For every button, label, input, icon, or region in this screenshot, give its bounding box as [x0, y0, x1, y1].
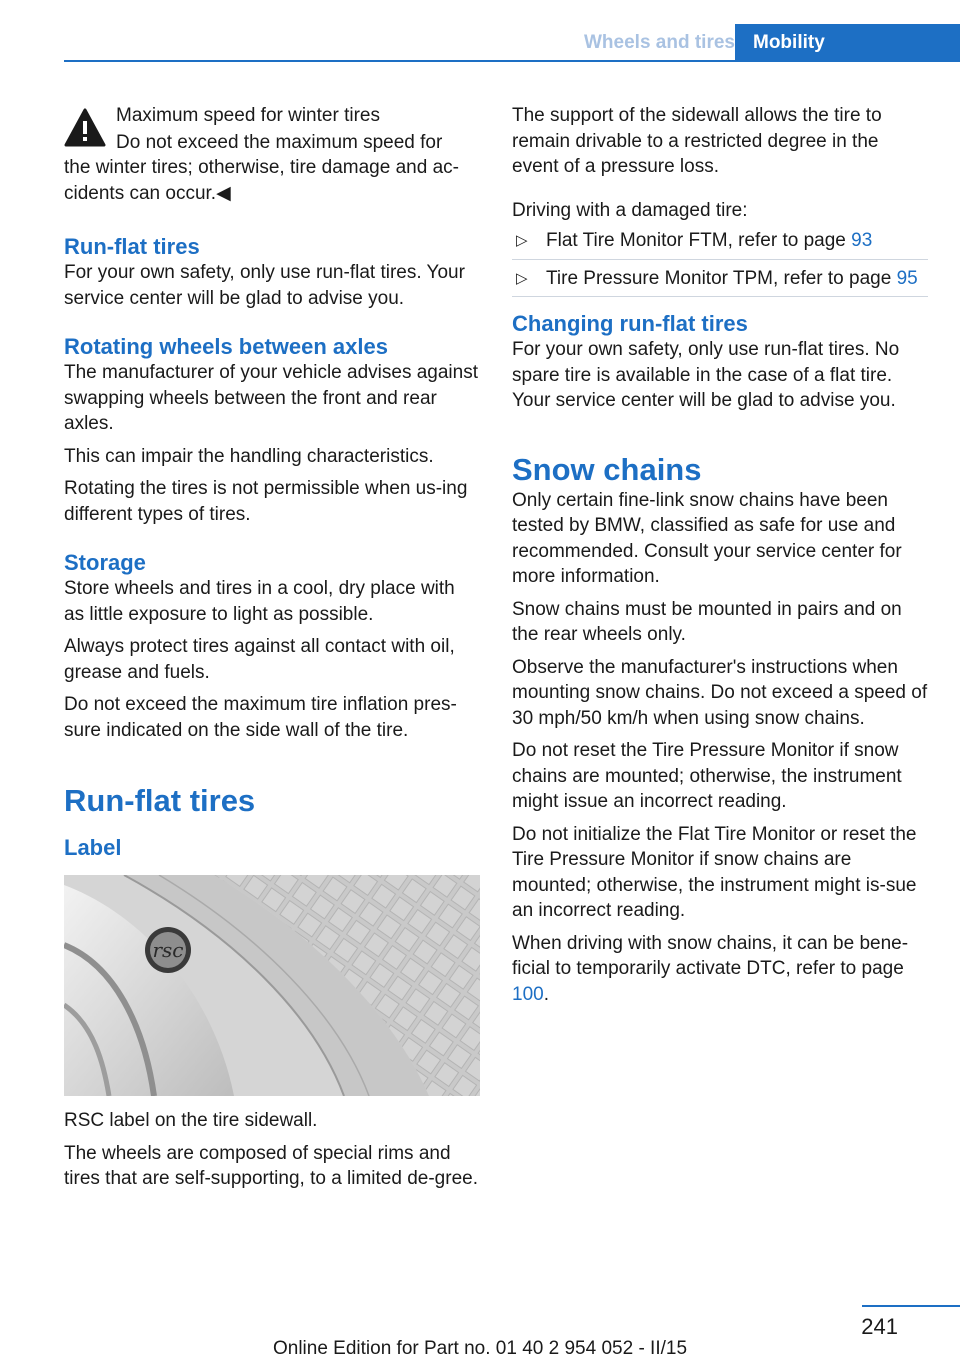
page-number-rule: [862, 1305, 960, 1307]
paragraph: The manufacturer of your vehicle advises against swapping wheels between the front and rear axles.: [64, 362, 478, 434]
header-section-title: Wheels and tires: [584, 32, 735, 53]
paragraph: Do not exceed the maximum tire inflation pres-sure indicated on the side wall of the tire.: [64, 694, 457, 741]
heading-storage: Storage: [64, 550, 146, 575]
heading-rotating-wheels: Rotating wheels between axles: [64, 334, 388, 359]
list-item: [512, 228, 928, 260]
warning-title: Maximum speed for winter tires: [116, 105, 380, 126]
paragraph: Only certain fine-link snow chains have been tested by BMW, classified as safe for use and recommended. Consult your service center for more information.: [512, 489, 902, 587]
right-column: [512, 103, 928, 1014]
page-link[interactable]: 93: [851, 230, 873, 251]
list-item: [512, 266, 928, 298]
section-heading-run-flat-tires: Run-flat tires: [64, 783, 256, 818]
svg-text:rsc: rsc: [152, 938, 184, 962]
edition-note: Online Edition for Part no. 01 40 2 954 052 - II/15: [272, 1338, 688, 1359]
warning-line: Do not exceed the maximum speed for: [116, 131, 443, 153]
paragraph: Store wheels and tires in a cool, dry place with as little exposure to light as possible.: [64, 578, 455, 625]
paragraph: [512, 931, 928, 1008]
paragraph: Rotating the tires is not permissible when us-ing different types of tires.: [64, 478, 468, 525]
heading-run-flat-tires: Run-flat tires: [64, 234, 200, 259]
heading-changing-run-flat-tires: Changing run-flat tires: [512, 311, 748, 336]
paragraph: Always protect tires against all contact with oil, grease and fuels.: [64, 636, 455, 683]
triangle-bullet-icon: ▷: [516, 269, 528, 287]
warning-text: the winter tires; otherwise, tire damage and ac-cidents can occur.◀: [64, 157, 459, 204]
paragraph: Snow chains must be mounted in pairs and on the rear wheels only.: [512, 598, 902, 645]
paragraph: The wheels are composed of special rims and tires that are self-supporting, to a limited de-gree.: [64, 1142, 478, 1189]
warning-triangle-icon: [64, 108, 106, 148]
page-number: 241: [861, 1314, 898, 1339]
paragraph: Do not initialize the Flat Tire Monitor or reset the Tire Pressure Monitor if snow chains are mounted; otherwise, the instrument might is-sue an incorrect reading.: [512, 823, 917, 921]
paragraph: For your own safety, only use run-flat tires. Your service center will be glad to advise you.: [64, 262, 465, 309]
paragraph: For your own safety, only use run-flat tires. No spare tire is available in the case of a flat tire. Your service center will be glad to advise you.: [512, 339, 900, 411]
paragraph: Do not reset the Tire Pressure Monitor if snow chains are mounted; otherwise, the instrument might issue an incorrect reading.: [512, 740, 902, 812]
page-header: [0, 24, 960, 62]
figure-caption: RSC label on the tire sidewall.: [64, 1110, 318, 1131]
tire-image: [64, 875, 480, 1096]
triangle-bullet-icon: ▷: [516, 232, 528, 249]
paragraph: Observe the manufacturer's instructions when mounting snow chains. Do not exceed a speed of 30 mph/50 km/h when using snow chains.: [512, 656, 928, 729]
heading-label: Label: [64, 835, 122, 860]
paragraph: The support of the sidewall allows the tire to remain drivable to a restricted degree in the event of a pressure loss.: [512, 105, 882, 177]
paragraph: Driving with a damaged tire:: [512, 199, 748, 221]
left-column: [64, 103, 480, 1199]
tire-sidewall-illustration: [64, 875, 480, 1096]
page-link[interactable]: 100: [512, 983, 544, 1005]
header-rule: [64, 60, 960, 62]
bullet-list: [512, 228, 928, 297]
paragraph: This can impair the handling characteristics.: [64, 445, 434, 467]
warning-box: [64, 103, 480, 206]
paragraph-text: When driving with snow chains, it can be bene-ficial to temporarily activate DTC, refer to page: [512, 932, 909, 979]
paragraph-end: .: [543, 983, 549, 1005]
header-chapter-tab: Mobility: [735, 24, 960, 62]
list-item-text: Flat Tire Monitor FTM, refer to page: [546, 230, 852, 251]
page-link[interactable]: 95: [896, 267, 918, 289]
section-heading-snow-chains: Snow chains: [512, 451, 702, 487]
list-item-text: Tire Pressure Monitor TPM, refer to page: [546, 267, 897, 289]
